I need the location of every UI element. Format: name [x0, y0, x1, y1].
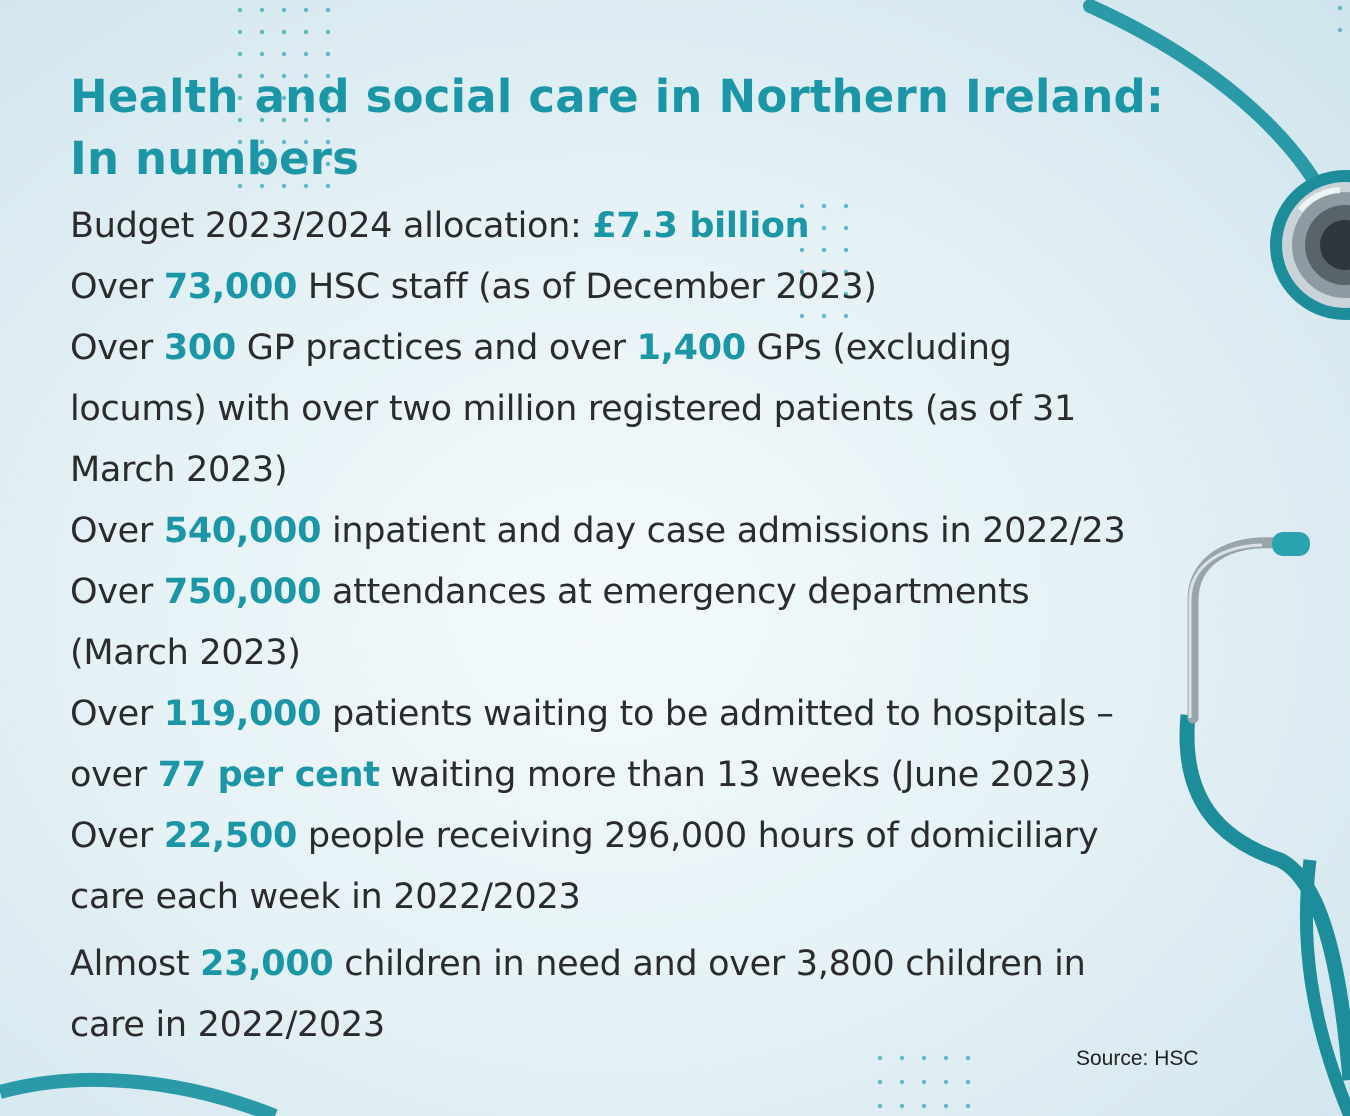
- stat-text: patients waiting to be admitted to hospitals –: [321, 694, 1114, 734]
- title-line-2: In numbers: [70, 132, 360, 185]
- stat-text: Budget 2023/2024 allocation:: [70, 206, 593, 246]
- stat-highlight: 540,000: [163, 511, 322, 551]
- stat-highlight: 750,000: [163, 572, 322, 612]
- stat-highlight: 1,400: [636, 328, 746, 368]
- stat-highlight: 23,000: [200, 944, 334, 984]
- stat-text: care in 2022/2023: [70, 1005, 385, 1045]
- stat-text: HSC staff (as of December 2023): [297, 267, 877, 307]
- stat-text: Over: [70, 511, 164, 551]
- stat-budget: [70, 196, 1180, 257]
- stat-text: Almost: [70, 944, 201, 984]
- stat-text: people receiving 296,000 hours of domiciliary: [297, 816, 1099, 856]
- stat-emergency: [70, 562, 1180, 684]
- title-line-1: Health and social care in Northern Ireland:: [70, 70, 1165, 123]
- stat-highlight: £7.3 billion: [592, 206, 810, 246]
- stat-text: waiting more than 13 weeks (June 2023): [379, 755, 1092, 795]
- stat-text: GP practices and over: [235, 328, 637, 368]
- source-note: Source: HSC: [1076, 1047, 1199, 1070]
- stat-text: GPs (excluding: [745, 328, 1012, 368]
- stat-highlight: 119,000: [163, 694, 322, 734]
- stat-text: over: [70, 755, 158, 795]
- stat-text: Over: [70, 328, 164, 368]
- stat-highlight: 77 per cent: [157, 755, 380, 795]
- stat-text: Over: [70, 694, 164, 734]
- stat-waiting: [70, 684, 1180, 806]
- stat-text: (March 2023): [70, 633, 301, 673]
- stat-text: care each week in 2022/2023: [70, 877, 581, 917]
- stat-text: inpatient and day case admissions in 2022/23: [321, 511, 1126, 551]
- stat-staff: [70, 257, 1180, 318]
- page-title: [70, 66, 1164, 190]
- stat-children: [70, 934, 1180, 1056]
- stat-text: Over: [70, 572, 164, 612]
- stat-admissions: [70, 501, 1180, 562]
- stat-text: March 2023): [70, 450, 288, 490]
- stat-text: Over: [70, 816, 164, 856]
- stat-highlight: 300: [163, 328, 236, 368]
- stat-domiciliary: [70, 806, 1180, 928]
- stat-text: children in need and over 3,800 children in: [333, 944, 1086, 984]
- stat-highlight: 22,500: [163, 816, 298, 856]
- stat-highlight: 73,000: [163, 267, 298, 307]
- stat-text: attendances at emergency departments: [321, 572, 1030, 612]
- stat-text: locums) with over two million registered patients (as of 31: [70, 389, 1076, 429]
- stat-text: Over: [70, 267, 164, 307]
- stat-gp-practices: [70, 318, 1180, 501]
